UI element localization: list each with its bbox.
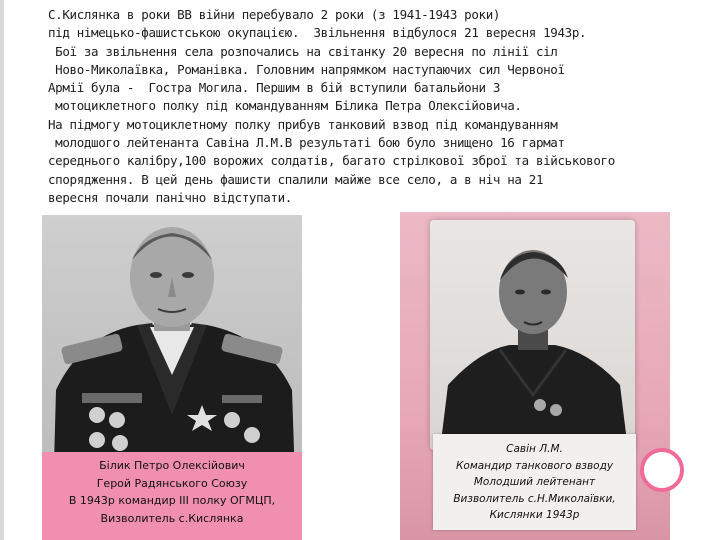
caption-line: Білик Петро Олексійович (99, 459, 245, 472)
caption-line: Герой Радянського Союзу (96, 476, 248, 490)
caption-bilyk (42, 452, 302, 540)
decorative-ring (640, 448, 684, 492)
caption-line: Кислянки 1943р (489, 509, 580, 521)
caption-line: Командир танкового взводу (455, 459, 614, 472)
caption-line: Савін Л.М. (506, 443, 563, 455)
paragraph-line: На підмогу мотоциклетному полку прибув танковий взвод під командуванням (48, 116, 558, 132)
caption-line: Визволитель с.Кислянка (100, 511, 244, 525)
paragraph-line: під німецько-фашистською окупацією. Звільнення відбулося 21 вересня 1943р. (48, 25, 587, 41)
portrait-savin-illustration (430, 220, 635, 450)
portrait-savin-frame (430, 220, 635, 450)
history-paragraph (48, 6, 714, 207)
paragraph-line: Ново-Миколаївка, Романівка. Головним напрямком наступаючих сил Червоної (48, 61, 565, 77)
paragraph-line: вересня почали панічно відступати. (48, 189, 292, 205)
paragraph-line: С.Кислянка в роки ВВ війни перебувало 2 роки (з 1941-1943 роки) (48, 7, 501, 22)
caption-savin (433, 434, 636, 530)
paragraph-line: Армії була - Гостра Могила. Першим в бій вступили батальйони 3 (48, 80, 501, 96)
caption-line: В 1943р командир III полку ОГМЦП, (68, 494, 276, 507)
slide-left-border (0, 0, 4, 540)
caption-line: Молодший лейтенант (473, 476, 596, 488)
paragraph-line: мотоциклетного полку під командуванням Білика Петра Олексійовича. (48, 98, 522, 114)
paragraph-line: Бої за звільнення села розпочались на світанку 20 вересня по лінії сіл (48, 43, 558, 59)
paragraph-line: молодшого лейтенанта Савіна Л.М.В результаті бою було знищено 16 гармат (48, 135, 565, 151)
paragraph-line: спорядження. В цей день фашисти спалили майже все село, а в ніч на 21 (48, 171, 544, 187)
caption-line: Визволитель с.Н.Миколаївки, (453, 492, 616, 505)
paragraph-line: середнього калібру,100 ворожих солдатів, багато стрілкової зброї та військового (48, 153, 615, 169)
